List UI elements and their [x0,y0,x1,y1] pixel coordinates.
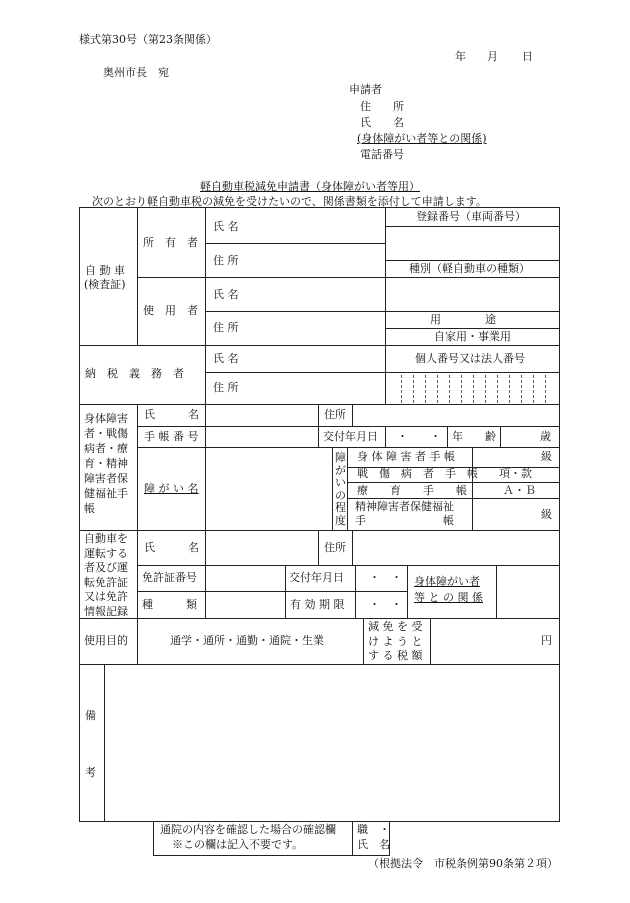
license-valid-label: 有 効 期 限 [290,598,345,611]
taxpayer-id-label: 個人番号又は法人番号 [415,352,525,365]
user-address-label: 住 所 [213,321,239,334]
age-label: 年 齢 [452,430,496,443]
applicant-address-label: 住 所 [360,100,404,113]
license-kind-label: 種 類 [142,598,197,611]
user-name-label: 氏 名 [213,288,239,301]
legal-basis: （根拠法令 市税条例第90条第２項） [368,857,558,870]
physical-card-unit: 級 [541,450,552,463]
applicant-name-label: 氏 名 [360,116,404,129]
license-issue-date-sep: ・ ・ [369,571,402,584]
owner-address-label: 住 所 [213,254,239,267]
license-issue-date-label: 交付年月日 [289,571,344,584]
form-number: 様式第30号（第23条関係） [79,33,217,46]
confirm-name-label: 氏 名 [357,838,390,851]
disabled-name-label: 氏 名 [144,408,199,421]
confirm-title-label: 職 ・ [357,823,390,836]
date-day-label: 日 [522,50,533,63]
driver-address-label: 住所 [324,541,346,554]
taxpayer-name-label: 氏 名 [213,352,239,365]
age-unit: 歳 [540,430,551,443]
vehicle-section-sub: (検査証) [84,278,126,291]
driver-relation-label-1: 身体障がい者 [414,575,480,588]
owner-name-label: 氏 名 [213,220,239,233]
disabled-address-label: 住所 [324,408,346,421]
applicant-heading: 申請者 [349,83,382,96]
use-values: 自家用・事業用 [434,330,511,343]
user-label: 使 用 者 [143,304,198,317]
driver-name-label: 氏 名 [144,541,199,554]
date-year-label: 年 [455,50,466,63]
license-valid-sep: ・ ・ [369,598,402,611]
confirm-line-1: 通院の内容を確認した場合の確認欄 [160,823,336,836]
date-month-label: 月 [487,50,498,63]
issue-date-label: 交付年月日 [323,430,378,443]
vehicle-section-label: 自 動 車 [85,264,125,277]
purpose-label: 使用目的 [84,634,128,647]
applicant-relation-label: (身体障がい者等との関係) [357,132,487,145]
remarks-label-1: 備 [85,709,96,722]
issue-date-sep: ・ ・ [397,430,441,443]
disability-name-label: 障 が い 名 [144,482,199,495]
intro-text: 次のとおり軽自動車税の減免を受けたいので、関係書類を添付して申請します。 [92,195,487,208]
disabled-section-label: 身体障害 者・戦傷 病者・療 育・精神 障害者保 健福祉手 帳 [84,412,128,515]
applicant-phone-label: 電話番号 [360,148,404,161]
driver-relation-label-2: 等 と の 関 係 [414,591,483,604]
rehab-card-unit: Ａ・Ｂ [503,484,536,497]
mental-card-unit: 級 [541,508,552,521]
owner-label: 所 有 者 [143,236,198,249]
yen-unit: 円 [541,634,552,647]
taxpayer-address-label: 住 所 [213,381,239,394]
page-title: 軽自動車税減免申請書（身体障がい者等用） [200,180,420,193]
remarks-label-2: 考 [85,766,96,779]
use-label: 用 途 [430,313,496,326]
taxpayer-label: 納 税 義 務 者 [85,367,184,380]
mental-card-label-2: 手 帳 [355,514,454,527]
war-card-unit: 項・款 [499,467,532,480]
mental-card-label-1: 精神障害者保健福祉 [355,500,454,513]
purpose-values: 通学・通所・通勤・通院・生業 [170,634,324,647]
rehab-card-label: 療 育 手 帳 [357,484,467,497]
reg-number-label: 登録番号（車両番号） [416,210,526,223]
addressee: 奥州市長 宛 [103,66,169,79]
driver-section-label: 自動車を 運転する 者及び運 転免許証 又は免許 情報記録 [84,532,128,618]
war-card-label: 戦 傷 病 者 手 帳 [357,467,478,480]
physical-card-label: 身 体 障 害 者 手 帳 [357,450,455,463]
degree-label: 障 が い の 程 度 [335,451,346,527]
tax-amount-label: 減 免 を 受 け よ う と す る 税 額 [368,620,423,662]
vehicle-type-label: 種別（軽自動車の種類） [409,262,530,275]
card-number-label: 手 帳 番 号 [144,430,199,443]
confirm-line-2: ※この欄は記入不要です。 [172,838,304,851]
license-number-label: 免許証番号 [142,571,197,584]
